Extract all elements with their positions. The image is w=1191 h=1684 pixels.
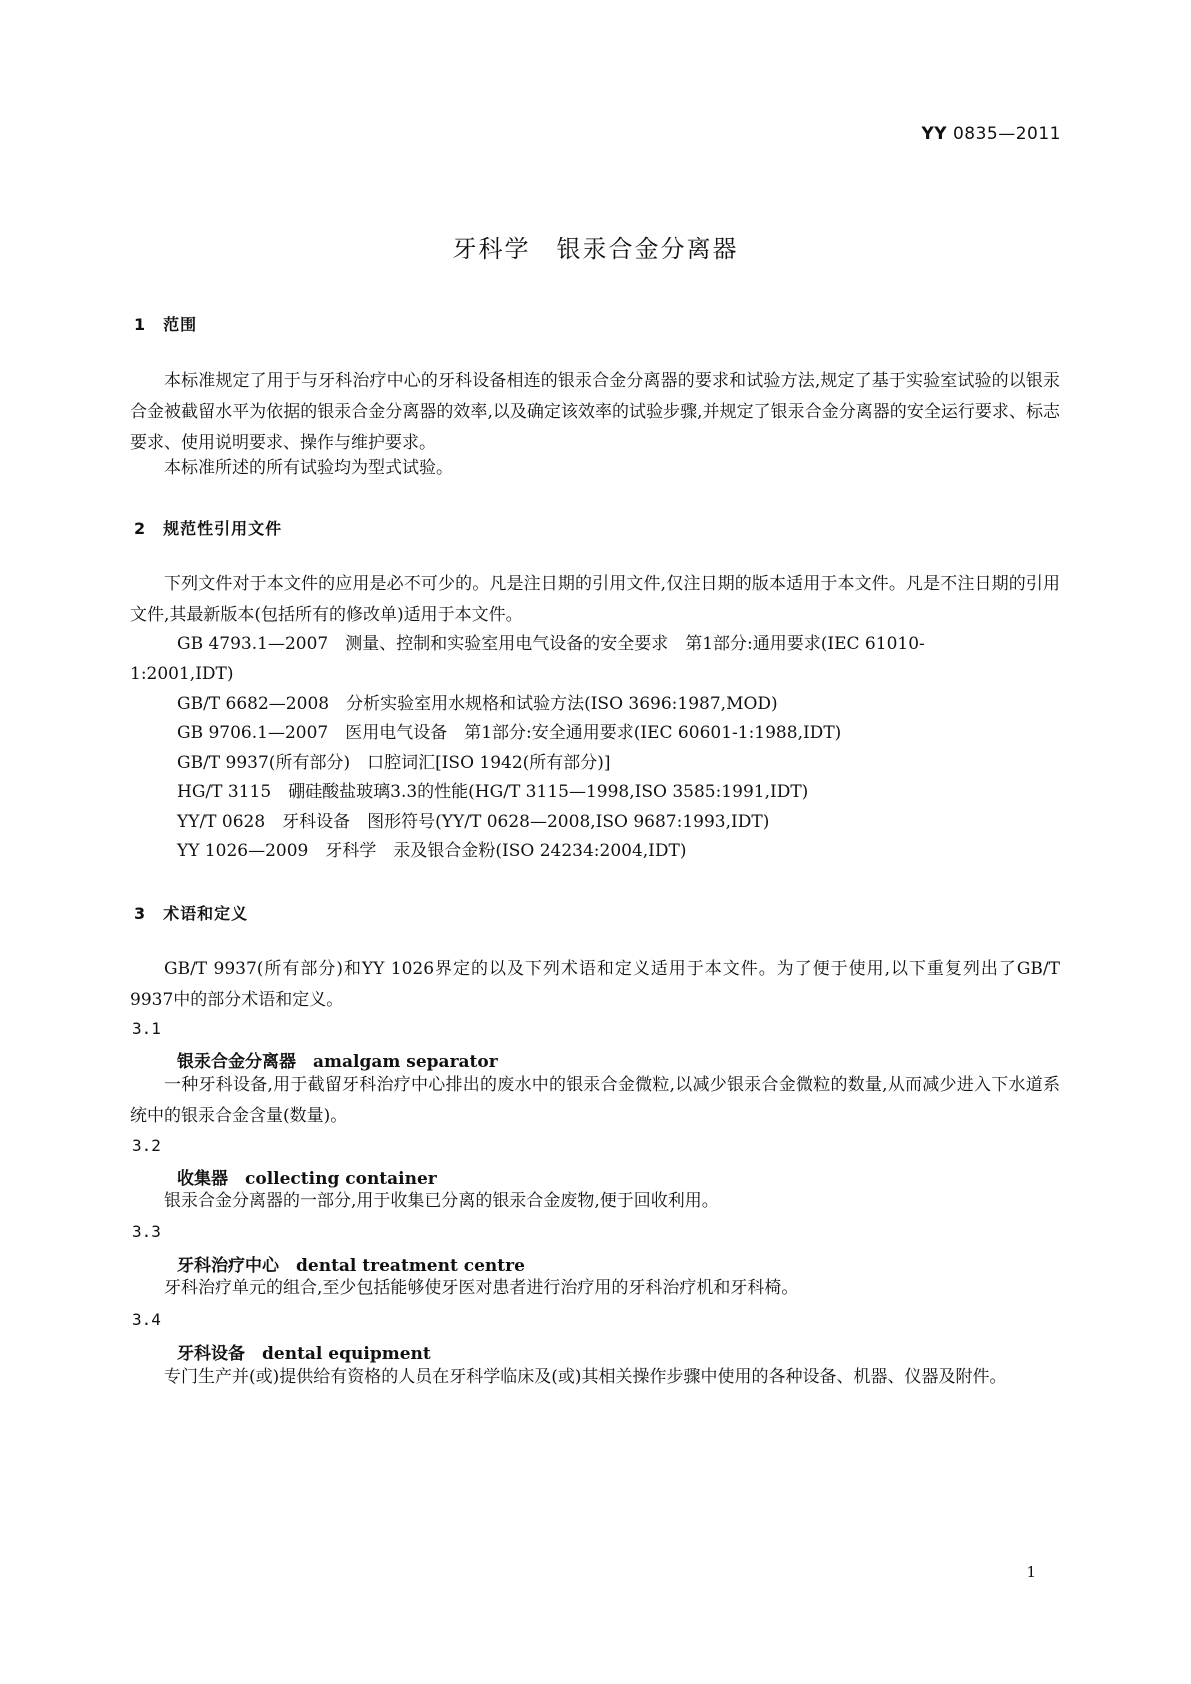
reference-item: GB/T 9937(所有部分) 口腔词汇[ISO 1942(所有部分)] bbox=[177, 753, 611, 773]
section-3-intro: GB/T 9937(所有部分)和YY 1026界定的以及下列术语和定义适用于本文件。为了便于使用,以下重复列出了GB/T 9937中的部分术语和定义。 bbox=[130, 959, 1060, 1010]
section-3-heading bbox=[134, 901, 248, 924]
reference-item: GB 4793.1—2007 测量、控制和实验室用电气设备的安全要求 第1部分:通用要求(IEC 61010- bbox=[177, 634, 925, 654]
document-title: 牙科学 银汞合金分离器 bbox=[452, 235, 739, 263]
term-number: 3.3 bbox=[132, 1222, 161, 1241]
term-en: amalgam separator bbox=[313, 1052, 498, 1072]
term-definition: 专门生产并(或)提供给有资格的人员在牙科学临床及(或)其相关操作步骤中使用的各种设备、机器、仪器及附件。 bbox=[164, 1367, 1007, 1387]
term-en: dental equipment bbox=[262, 1344, 431, 1364]
term-zh: 收集器 bbox=[177, 1169, 228, 1189]
reference-item: HG/T 3115 硼硅酸盐玻璃3.3的性能(HG/T 3115—1998,ISO 3585:1991,IDT) bbox=[177, 782, 809, 802]
term-zh: 牙科治疗中心 bbox=[177, 1256, 279, 1276]
standard-code-prefix: YY bbox=[921, 124, 948, 144]
reference-item: YY 1026—2009 牙科学 汞及银合金粉(ISO 24234:2004,IDT) bbox=[177, 841, 687, 861]
section-2-number: 2 bbox=[134, 519, 147, 538]
section-1-title: 范围 bbox=[163, 315, 198, 334]
term-heading bbox=[177, 1339, 431, 1364]
term-en: collecting container bbox=[245, 1169, 437, 1189]
term-number: 3.2 bbox=[132, 1136, 161, 1155]
section-1-number: 1 bbox=[134, 315, 147, 334]
term-number: 3.1 bbox=[132, 1019, 161, 1038]
page-number: 1 bbox=[1026, 1563, 1036, 1581]
term-heading bbox=[177, 1047, 498, 1072]
reference-item: GB 9706.1—2007 医用电气设备 第1部分:安全通用要求(IEC 60601-1:1988,IDT) bbox=[177, 723, 842, 743]
reference-item: YY/T 0628 牙科设备 图形符号(YY/T 0628—2008,ISO 9687:1993,IDT) bbox=[177, 812, 770, 832]
section-1-heading bbox=[134, 312, 197, 335]
section-1-paragraph-2: 本标准所述的所有试验均为型式试验。 bbox=[164, 458, 453, 478]
term-definition: 银汞合金分离器的一部分,用于收集已分离的银汞合金废物,便于回收利用。 bbox=[164, 1191, 719, 1211]
section-2-intro: 下列文件对于本文件的应用是必不可少的。凡是注日期的引用文件,仅注日期的版本适用于本文件。凡是不注日期的引用文件,其最新版本(包括所有的修改单)适用于本文件。 bbox=[130, 574, 1060, 625]
term-zh: 银汞合金分离器 bbox=[177, 1052, 296, 1072]
reference-item: GB/T 6682—2008 分析实验室用水规格和试验方法(ISO 3696:1987,MOD) bbox=[177, 694, 778, 714]
section-2-title: 规范性引用文件 bbox=[163, 519, 283, 538]
section-1-paragraph-1: 本标准规定了用于与牙科治疗中心的牙科设备相连的银汞合金分离器的要求和试验方法,规定了基于实验室试验的以银汞合金被截留水平为依据的银汞合金分离器的效率,以及确定该效率的试验步骤,并规定了银汞合金分离器的安全运行要求、标志要求、使用说明要求、操作与维护要求。 bbox=[130, 371, 1060, 453]
term-en: dental treatment centre bbox=[296, 1256, 525, 1276]
section-2-heading bbox=[134, 516, 282, 539]
standard-code bbox=[921, 124, 1061, 144]
term-number: 3.4 bbox=[132, 1310, 161, 1329]
section-3-number: 3 bbox=[134, 904, 147, 923]
reference-item-continuation: 1:2001,IDT) bbox=[130, 664, 234, 684]
section-3-title: 术语和定义 bbox=[163, 904, 249, 923]
term-definition: 一种牙科设备,用于截留牙科治疗中心排出的废水中的银汞合金微粒,以减少银汞合金微粒的数量,从而减少进入下水道系统中的银汞合金含量(数量)。 bbox=[130, 1075, 1060, 1126]
term-zh: 牙科设备 bbox=[177, 1344, 245, 1364]
standard-code-number: 0835—2011 bbox=[952, 124, 1061, 144]
term-definition: 牙科治疗单元的组合,至少包括能够使牙医对患者进行治疗用的牙科治疗机和牙科椅。 bbox=[164, 1278, 799, 1298]
